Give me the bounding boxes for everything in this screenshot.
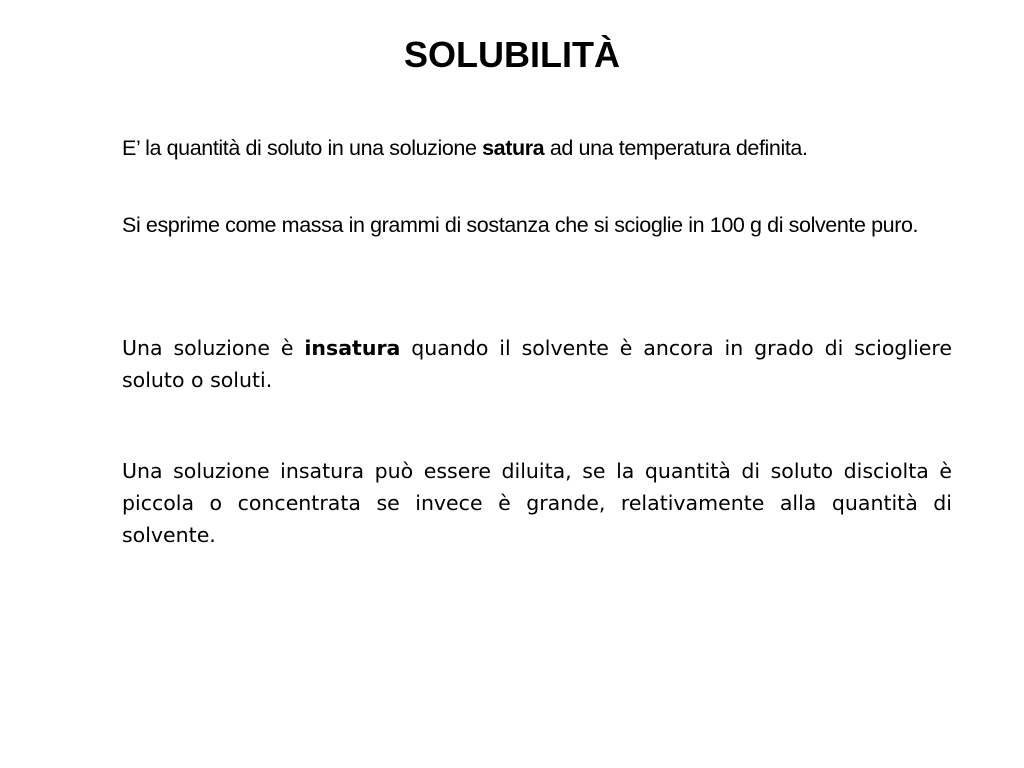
unsaturated-bold-term: insatura <box>304 336 401 360</box>
unsaturated-text-start: Una soluzione è <box>122 336 305 360</box>
definition-text-start: E’ la quantità di soluto in una soluzione <box>122 136 483 160</box>
slide-title: SOLUBILITÀ <box>404 34 620 75</box>
dilution-paragraph: Una soluzione insatura può essere diluita, se la quantità di soluto disciolta è piccola o concentrata se invece è grande, relativamente alla quantità di solvente. <box>122 459 952 547</box>
unsaturated-paragraph <box>122 332 952 396</box>
measure-paragraph: Si esprime come massa in grammi di sostanza che si scioglie in 100 g di solvente puro. <box>122 213 919 237</box>
definition-paragraph <box>122 132 952 164</box>
unsaturated-text-end: quando il solvente è ancora in grado di sciogliere soluto o soluti. <box>122 336 952 392</box>
definition-text-end: ad una temperatura definita. <box>544 136 808 160</box>
definition-bold-term: satura <box>482 136 545 160</box>
